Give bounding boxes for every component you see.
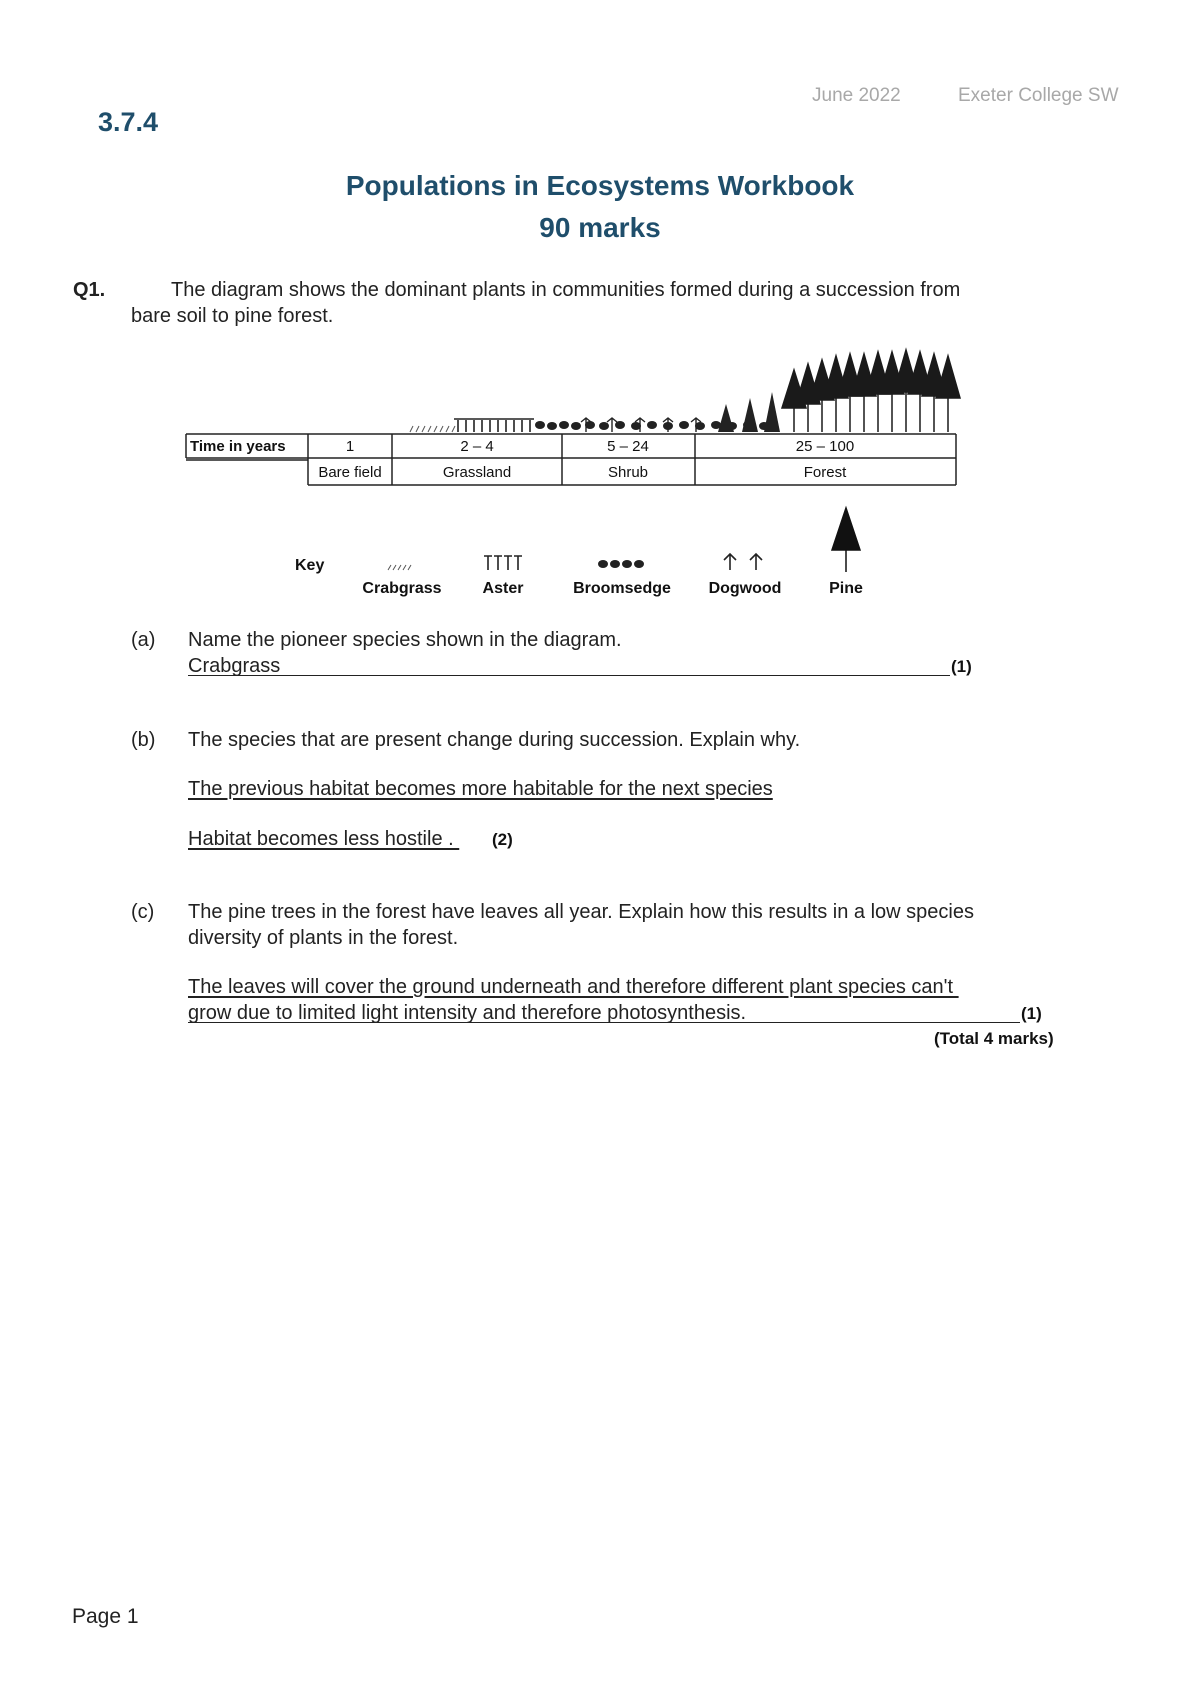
question-total-marks: (Total 4 marks)	[934, 1029, 1054, 1048]
key-pine-label: Pine	[829, 580, 863, 597]
header-date: June 2022	[812, 85, 901, 106]
stage-cell-4: Forest	[803, 464, 847, 481]
part-c-answer-line	[188, 1022, 1020, 1023]
part-c-answer-line2: grow due to limited light intensity and therefore photosynthesis.	[188, 1002, 747, 1024]
part-b-question: The species that are present change during succession. Explain why.	[188, 729, 801, 751]
part-a-question: Name the pioneer species shown in the diagram.	[188, 629, 622, 651]
part-c-question-line1: The pine trees in the forest have leaves all year. Explain how this results in a low species	[188, 901, 974, 923]
time-cell-1: 1	[345, 438, 355, 455]
part-a-marks: (1)	[951, 657, 972, 676]
key-dogwood-label: Dogwood	[708, 580, 782, 597]
stage-cell-2: Grassland	[442, 464, 512, 481]
pine-key-icon	[832, 508, 860, 572]
key-aster-label: Aster	[482, 580, 524, 597]
part-b-answer-2: Habitat becomes less hostile .	[188, 828, 460, 850]
part-a-answer-line	[188, 675, 950, 676]
section-code: 3.7.4	[98, 107, 159, 137]
question-number: Q1.	[73, 279, 106, 301]
key-broomsedge-label: Broomsedge	[573, 580, 671, 597]
time-cell-4: 25 – 100	[795, 438, 855, 455]
time-cell-3: 5 – 24	[607, 438, 649, 455]
time-cell-2: 2 – 4	[460, 438, 494, 455]
question-intro-line2: bare soil to pine forest.	[131, 305, 334, 327]
header-org: Exeter College SW	[958, 85, 1119, 106]
young-pine-strip	[718, 392, 780, 432]
part-c-question-line2: diversity of plants in the forest.	[188, 927, 459, 949]
question-intro-line1: The diagram shows the dominant plants in communities formed during a succession from	[171, 279, 961, 301]
crabgrass-strip	[410, 426, 455, 432]
part-c-label: (c)	[131, 901, 155, 923]
part-a-label: (a)	[131, 629, 156, 651]
part-c-answer-line1: The leaves will cover the ground underneath and therefore different plant species can't	[188, 976, 959, 998]
part-c-marks: (1)	[1021, 1004, 1042, 1023]
part-b-label: (b)	[131, 729, 156, 751]
table-row-header: Time in years	[190, 438, 286, 455]
stage-cell-3: Shrub	[607, 464, 649, 481]
key-crabgrass-label: Crabgrass	[362, 580, 442, 597]
broomsedge-key-icon	[598, 560, 644, 568]
aster-key-icon	[484, 556, 522, 570]
part-b-marks: (2)	[492, 830, 513, 849]
crabgrass-key-icon	[388, 565, 411, 570]
part-a-answer: Crabgrass	[188, 655, 281, 677]
broomsedge-strip	[535, 421, 769, 430]
part-b-answer-1: The previous habitat becomes more habitable for the next species	[188, 778, 773, 800]
page-title: Populations in Ecosystems Workbook	[345, 170, 855, 201]
stage-cell-1: Bare field	[318, 464, 382, 481]
page-number: Page 1	[72, 1605, 139, 1628]
pine-forest-strip	[782, 350, 960, 432]
succession-diagram	[0, 0, 1200, 620]
key-label: Key	[295, 557, 325, 574]
page-subtitle: 90 marks	[539, 212, 661, 243]
dogwood-key-icon	[724, 554, 762, 570]
aster-strip	[454, 419, 534, 432]
